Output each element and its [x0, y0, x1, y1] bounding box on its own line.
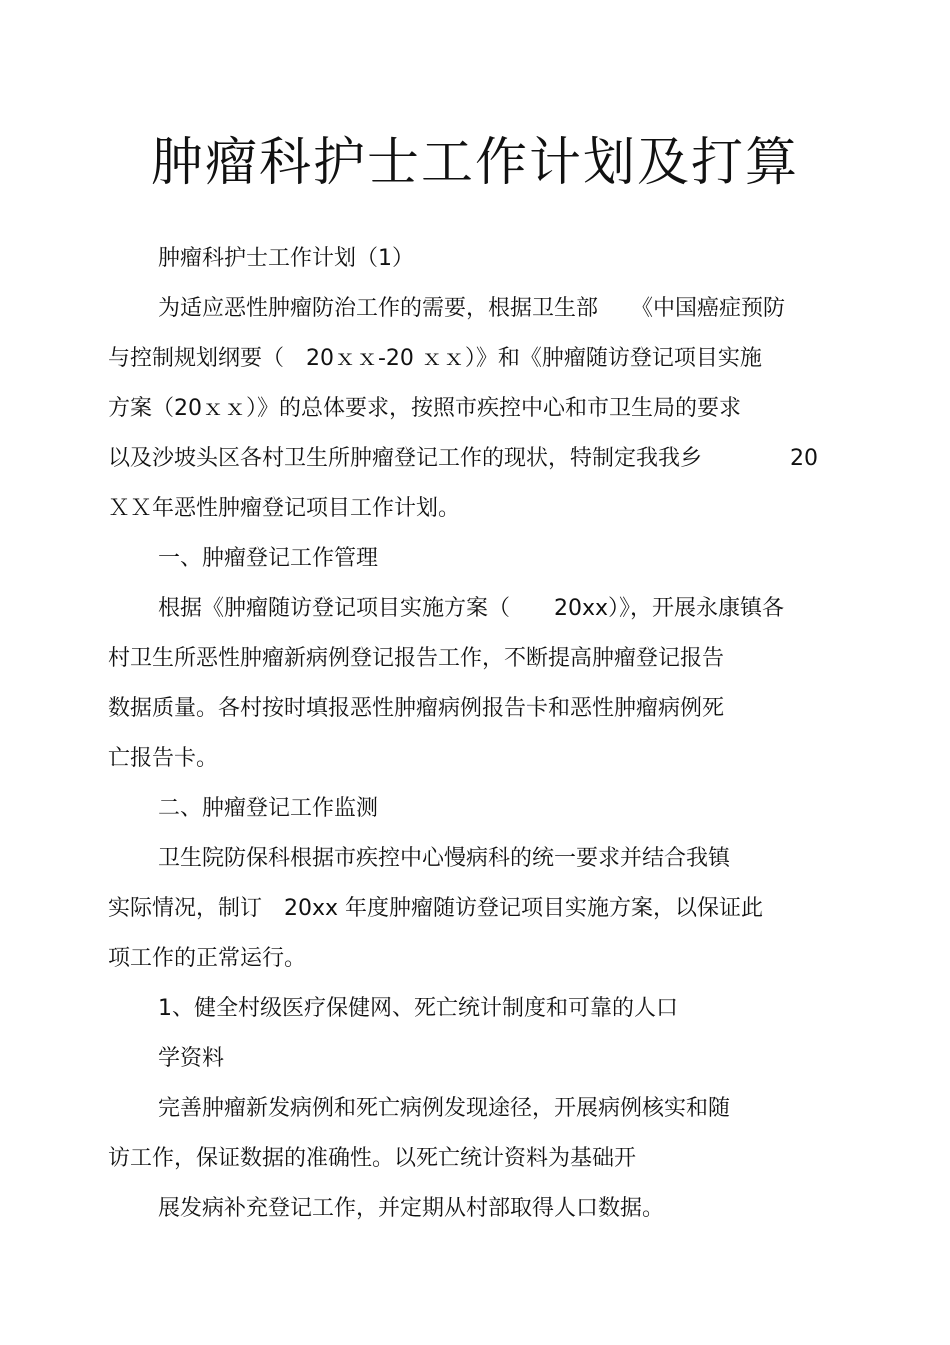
- paragraph-line: 以及沙坡头区各村卫生所肿瘤登记工作的现状，特制定我我乡 20: [108, 446, 818, 471]
- section-heading: 肿瘤科护士工作计划（1）: [158, 246, 414, 271]
- section-heading: 二、肿瘤登记工作监测: [158, 796, 379, 821]
- paragraph-line: 完善肿瘤新发病例和死亡病例发现途径，开展病例核实和随: [158, 1096, 731, 1121]
- paragraph-line: 数据质量。各村按时填报恶性肿瘤病例报告卡和恶性肿瘤病例死: [108, 696, 725, 721]
- paragraph-line: 与控制规划纲要（ 20ｘｘ-20 ｘｘ）》和《肿瘤随访登记项目实施: [108, 346, 762, 371]
- document-title: 肿瘤科护士工作计划及打算: [150, 133, 799, 193]
- paragraph-line: 项工作的正常运行。: [108, 946, 307, 971]
- paragraph-line: 实际情况，制订 20xx 年度肿瘤随访登记项目实施方案，以保证此: [108, 896, 764, 921]
- paragraph-line: 展发病补充登记工作，并定期从村部取得人口数据。: [158, 1196, 665, 1221]
- paragraph-line: 卫生院防保科根据市疾控中心慢病科的统一要求并结合我镇: [158, 846, 731, 871]
- section-heading: 一、肿瘤登记工作管理: [158, 546, 379, 571]
- paragraph-line: 访工作，保证数据的准确性。以死亡统计资料为基础开: [108, 1146, 637, 1171]
- paragraph-line: 根据《肿瘤随访登记项目实施方案（ 20xx）》，开展永康镇各: [158, 596, 785, 621]
- paragraph-line: ＸＸ年恶性肿瘤登记项目工作计划。: [108, 496, 461, 521]
- paragraph-line: 村卫生所恶性肿瘤新病例登记报告工作，不断提高肿瘤登记报告: [108, 646, 725, 671]
- subsection-heading: 学资料: [158, 1046, 225, 1071]
- paragraph-line: 方案（20ｘｘ）》的总体要求，按照市疾控中心和市卫生局的要求: [108, 396, 741, 421]
- subsection-heading: 1、健全村级医疗保健网、死亡统计制度和可靠的人口: [158, 996, 678, 1021]
- paragraph-line: 亡报告卡。: [108, 746, 219, 771]
- paragraph-line: 为适应恶性肿瘤防治工作的需要，根据卫生部 《中国癌症预防: [158, 296, 786, 321]
